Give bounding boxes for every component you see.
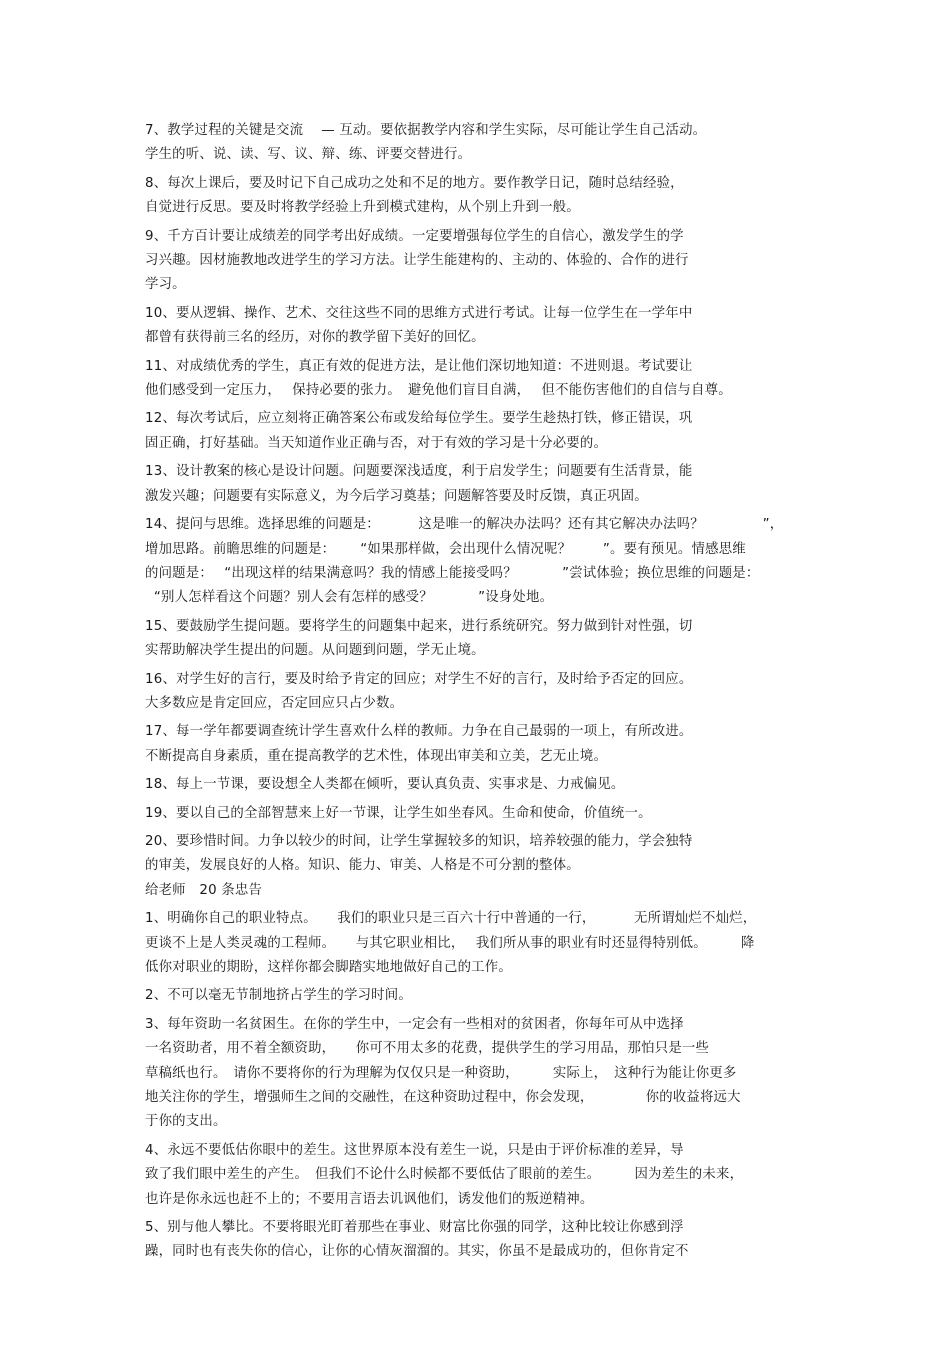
text-line: 低你对职业的期盼，这样你都会脚踏实地地做好自己的工作。 xyxy=(145,960,512,975)
paragraph xyxy=(145,830,825,903)
text-line: “别人怎样看这个问题？别人会有怎样的感受？ ”设身处地。 xyxy=(145,590,554,606)
text-line: 也许是你永远也赶不上的；不要用言语去讥讽他们，诱发他们的叛逆精神。 xyxy=(145,1191,594,1207)
text-line: 固正确，打好基础。当天知道作业正确与否，对于有效的学习是十分必要的。 xyxy=(145,435,608,451)
text-line: 更谈不上是人类灵魂的工程师。 与其它职业相比， 我们所从事的职业有时还显得特别低。 降 xyxy=(145,935,755,951)
text-line: 13、设计教案的核心是设计问题。问题要深浅适度，利于启发学生；问题要有生活背景，能 xyxy=(145,464,693,480)
text-line: 大多数应是肯定回应，否定回应只占少数。 xyxy=(145,695,404,711)
text-line: 1、明确你自己的职业特点。 我们的职业只是三百六十行中普通的一行， 无所谓灿烂不灿烂， xyxy=(145,911,757,927)
paragraph xyxy=(145,172,825,221)
paragraph xyxy=(145,302,825,351)
text-line: 9、千方百计要让成绩差的同学考出好成绩。一定要增强每位学生的自信心，激发学生的学 xyxy=(145,228,684,244)
paragraph xyxy=(145,1139,825,1212)
paragraph xyxy=(145,119,825,168)
paragraph xyxy=(145,1013,825,1135)
text-line: 20、要珍惜时间。力争以较少的时间，让学生掌握较多的知识，培养较强的能力，学会独特 xyxy=(145,833,693,849)
text-line: 一名资助者，用不着全额资助， 你可不用太多的花费，提供学生的学习用品，那怕只是一些 xyxy=(145,1041,710,1057)
text-line: 的审美，发展良好的人格。知识、能力、审美、人格是不可分割的整体。 xyxy=(145,858,580,874)
text-line: 8、每次上课后，要及时记下自己成功之处和不足的地方。要作教学日记，随时总结经验， xyxy=(145,175,684,191)
paragraph xyxy=(145,615,825,664)
paragraph xyxy=(145,513,825,611)
text-line: 实帮助解决学生提出的问题。从问题到问题，学无止境。 xyxy=(145,643,485,659)
paragraph xyxy=(145,668,825,717)
text-line: 学生的听、说、读、写、议、辩、练、评要交替进行。 xyxy=(145,147,472,163)
text-line: 5、别与他人攀比。不要将眼光盯着那些在事业、财富比你强的同学，这种比较让你感到浮 xyxy=(145,1220,684,1236)
text-line: 17、每一学年都要调查统计学生喜欢什么样的教师。力争在自己最弱的一项上，有所改进。 xyxy=(145,724,693,740)
paragraph xyxy=(145,984,825,1008)
document-body xyxy=(145,119,825,1269)
text-line: 草稿纸也行。 请你不要将你的行为理解为仅仅只是一种资助， 实际上， 这种行为能让你更多 xyxy=(145,1065,737,1081)
text-line: 激发兴趣；问题要有实际意义，为今后学习奠基；问题解答要及时反馈，真正巩固。 xyxy=(145,488,648,504)
text-line: 地关注你的学生，增强师生之间的交融性，在这种资助过程中，你会发现， 你的收益将远大 xyxy=(145,1090,741,1106)
text-line: 自觉进行反思。要及时将教学经验上升到模式建构，从个别上升到一般。 xyxy=(145,200,580,216)
text-line: 都曾有获得前三名的经历，对你的教学留下美好的回忆。 xyxy=(145,330,485,346)
text-line: 18、每上一节课，要设想全人类都在倾听，要认真负责、实事求是、力戒偏见。 xyxy=(145,777,625,793)
paragraph xyxy=(145,225,825,298)
text-line: 4、永远不要低估你眼中的差生。这世界原本没有差生一说，只是由于评价标准的差异，导 xyxy=(145,1142,684,1158)
text-line: 14、提问与思维。选择思维的问题是： 这是唯一的解决办法吗？还有其它解决办法吗？ ”， xyxy=(145,517,784,533)
text-line: 7、教学过程的关键是交流 — 互动。要依据教学内容和学生实际，尽可能让学生自己活动。 xyxy=(145,123,707,138)
text-line: 躁，同时也有丧失你的信心，让你的心情灰溜溜的。其实，你虽不是最成功的，但你肯定不 xyxy=(145,1244,689,1260)
text-line: 11、对成绩优秀的学生，真正有效的促进方法，是让他们深切地知道：不进则退。考试要让 xyxy=(145,358,693,374)
text-line: 他们感受到一定压力， 保持必要的张力。 避免他们盲目自满， 但不能伤害他们的自信与自尊。 xyxy=(145,383,732,399)
text-line: 致了我们眼中差生的产生。 但我们不论什么时候都不要低估了眼前的差生。 因为差生的未来， xyxy=(145,1167,744,1183)
text-line: 给老师 20 条忠告 xyxy=(145,882,263,898)
text-line: 习兴趣。因材施教地改进学生的学习方法。让学生能建构的、主动的、体验的、合作的进行 xyxy=(145,253,689,269)
paragraph xyxy=(145,460,825,509)
text-line: 3、每年资助一名贫困生。在你的学生中，一定会有一些相对的贫困者，你每年可从中选择 xyxy=(145,1016,684,1032)
paragraph xyxy=(145,1216,825,1265)
text-line: 学习。 xyxy=(145,277,186,293)
paragraph xyxy=(145,773,825,797)
text-line: 增加思路。前瞻思维的问题是： “如果那样做，会出现什么情况呢？ ”。要有预见。情感思维 xyxy=(145,541,746,557)
text-line: 16、对学生好的言行，要及时给予肯定的回应；对学生不好的言行，及时给予否定的回应。 xyxy=(145,671,693,687)
text-line: 15、要鼓励学生提问题。要将学生的问题集中起来，进行系统研究。努力做到针对性强，切 xyxy=(145,618,693,634)
text-line: 12、每次考试后，应立刻将正确答案公布或发给每位学生。要学生趁热打铁，修正错误，巩 xyxy=(145,411,693,427)
paragraph xyxy=(145,355,825,404)
text-line: 不断提高自身素质，重在提高教学的艺术性，体现出审美和立美，艺无止境。 xyxy=(145,748,608,764)
text-line: 于你的支出。 xyxy=(145,1114,227,1130)
text-line: 10、要从逻辑、操作、艺术、交往这些不同的思维方式进行考试。让每一位学生在一学年中 xyxy=(145,305,693,321)
text-line: 的问题是： “出现这样的结果满意吗？我的情感上能接受吗？ ”尝试体验；换位思维的问题是： xyxy=(145,565,760,581)
text-line: 2、不可以毫无节制地挤占学生的学习时间。 xyxy=(145,988,412,1004)
paragraph xyxy=(145,907,825,980)
text-line: 19、要以自己的全部智慧来上好一节课，让学生如坐春风。生命和使命，价值统一。 xyxy=(145,805,652,821)
paragraph xyxy=(145,720,825,769)
paragraph xyxy=(145,407,825,456)
paragraph xyxy=(145,802,825,826)
